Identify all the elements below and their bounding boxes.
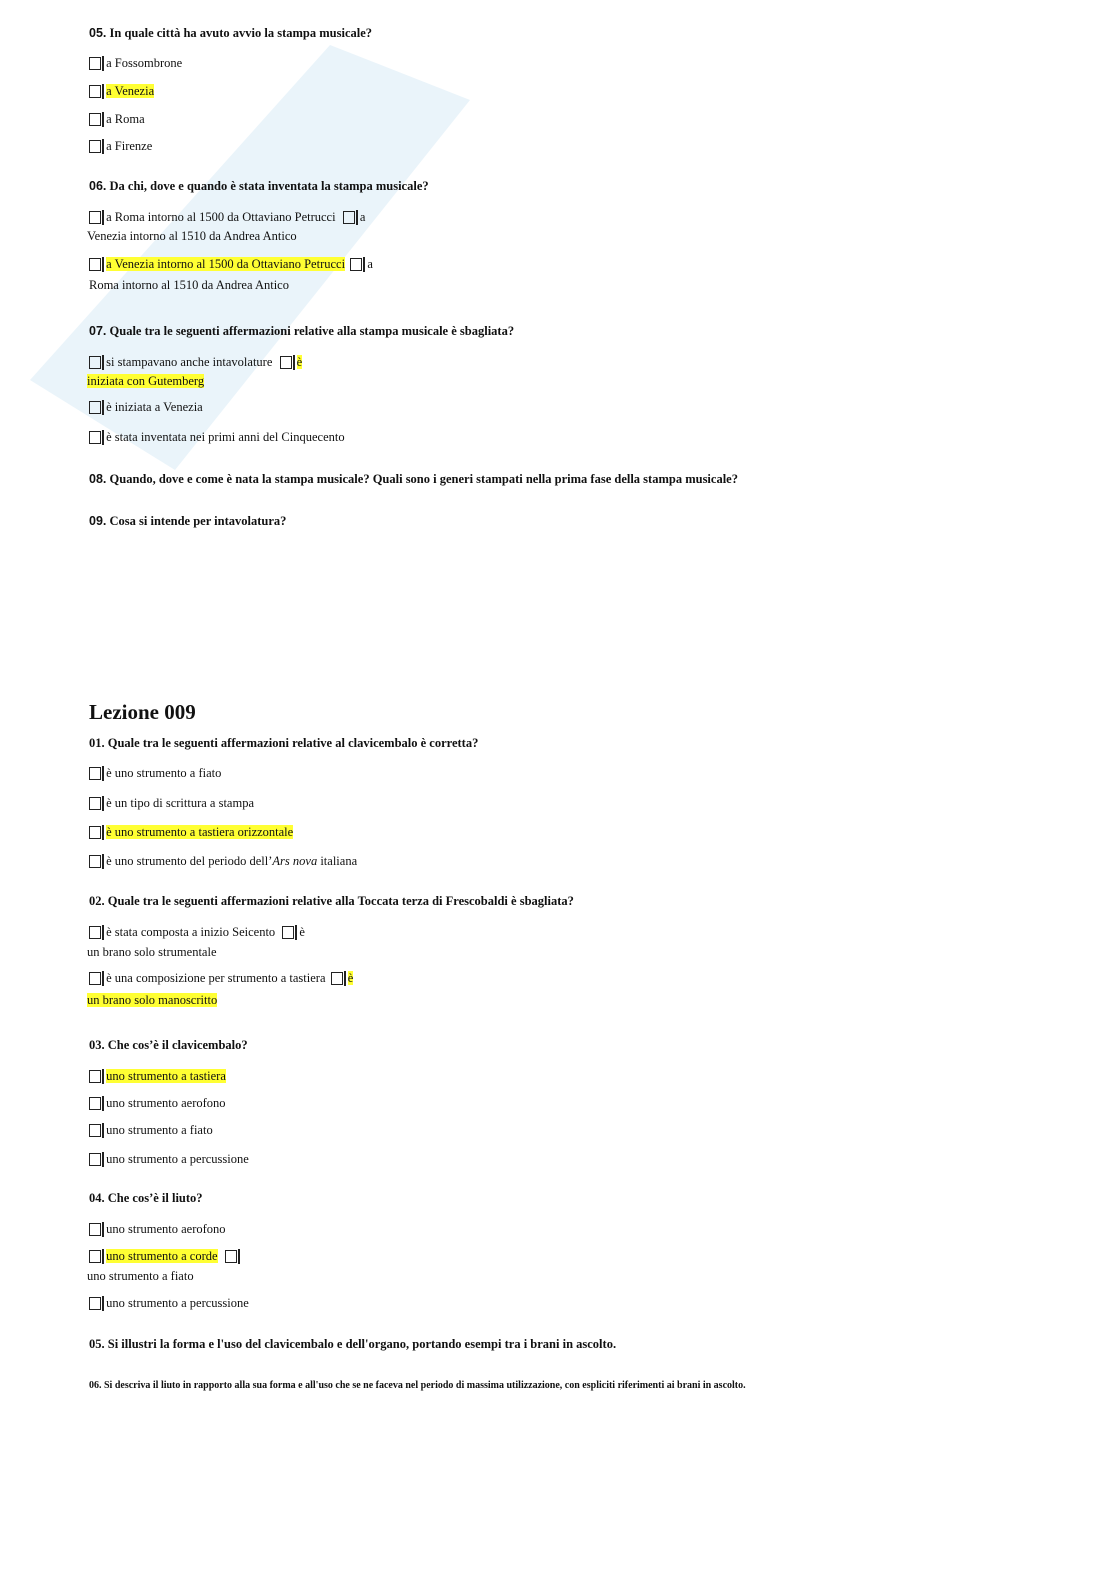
option-text-highlighted: iniziata con Gutemberg [87, 374, 205, 388]
option-item[interactable] [89, 138, 152, 154]
option-text: è una composizione per strumento a tastiera [106, 971, 326, 985]
option-text: è stata composta a inizio Seicento [106, 925, 276, 939]
checkbox[interactable] [89, 431, 101, 444]
checkbox[interactable] [89, 1297, 101, 1310]
option-text-highlighted: è [347, 971, 354, 985]
option-text: è un tipo di scrittura a stampa [106, 796, 255, 810]
checkbox[interactable] [89, 826, 101, 839]
option-text: uno strumento a fiato [87, 1269, 194, 1283]
option-item[interactable] [89, 83, 154, 99]
option-item[interactable] [89, 209, 365, 225]
option-item[interactable] [89, 765, 221, 781]
option-text-italic: Ars nova [272, 854, 318, 868]
question-text: Quale tra le seguenti affermazioni relative alla Toccata terza di Frescobaldi è sbagliata? [107, 894, 574, 908]
question-text: In quale città ha avuto avvio la stampa musicale? [109, 26, 373, 40]
checkbox[interactable] [331, 972, 343, 985]
option-continuation [87, 1268, 194, 1284]
option-text: è uno strumento del periodo dell’ [106, 854, 273, 868]
question-number: 05. [89, 26, 107, 40]
option-text-highlighted: è uno strumento a tastiera orizzontale [106, 825, 294, 839]
option-item[interactable] [89, 1248, 239, 1264]
question-06 [89, 179, 429, 194]
checkbox[interactable] [89, 1124, 101, 1137]
question-01 [89, 736, 478, 751]
checkbox[interactable] [89, 767, 101, 780]
option-text: a Firenze [106, 139, 153, 153]
option-item[interactable] [89, 795, 254, 811]
checkbox[interactable] [343, 211, 355, 224]
question-text: Che cos’è il liuto? [107, 1191, 203, 1205]
option-text: Venezia intorno al 1510 da Andrea Antico [87, 229, 297, 243]
checkbox[interactable] [89, 926, 101, 939]
option-item[interactable] [89, 824, 293, 840]
option-text-highlighted: un brano solo manoscritto [87, 993, 218, 1007]
question-number: 09. [89, 514, 107, 528]
question-number: 02. [89, 894, 105, 908]
option-continuation [87, 228, 297, 244]
option-item[interactable] [89, 399, 203, 415]
question-02 [89, 894, 574, 909]
checkbox[interactable] [225, 1250, 237, 1263]
checkbox[interactable] [350, 258, 362, 271]
question-08 [89, 472, 738, 487]
checkbox[interactable] [89, 140, 101, 153]
option-text-highlighted: a Venezia [106, 84, 155, 98]
option-text: è [299, 925, 305, 939]
checkbox[interactable] [89, 1250, 101, 1263]
option-continuation [87, 944, 217, 960]
question-number: 01. [89, 736, 105, 750]
checkbox[interactable] [282, 926, 294, 939]
option-continuation [89, 277, 289, 293]
option-text: uno strumento a percussione [106, 1296, 249, 1310]
option-text: a Roma intorno al 1500 da Ottaviano Petrucci [106, 210, 336, 224]
checkbox[interactable] [89, 57, 101, 70]
checkbox[interactable] [89, 797, 101, 810]
question-05 [89, 26, 372, 41]
option-item[interactable] [89, 1151, 249, 1167]
checkbox[interactable] [89, 113, 101, 126]
question-text: Quale tra le seguenti affermazioni relative al clavicembalo è corretta? [107, 736, 479, 750]
option-item[interactable] [89, 970, 353, 986]
question-number: 07. [89, 324, 107, 338]
option-text: a [367, 257, 373, 271]
checkbox[interactable] [280, 356, 292, 369]
question-number: 05. [89, 1337, 105, 1351]
question-number: 06. [89, 1380, 102, 1391]
question-04 [89, 1191, 203, 1206]
option-text: italiana [317, 854, 358, 868]
checkbox[interactable] [89, 1097, 101, 1110]
option-text: uno strumento aerofono [106, 1222, 226, 1236]
question-number: 03. [89, 1038, 105, 1052]
option-text-highlighted: uno strumento a tastiera [106, 1069, 226, 1083]
checkbox[interactable] [89, 211, 101, 224]
option-item[interactable] [89, 853, 357, 869]
option-text: è stata inventata nei primi anni del Cinquecento [106, 430, 345, 444]
option-continuation [87, 992, 217, 1008]
checkbox[interactable] [89, 1070, 101, 1083]
checkbox[interactable] [89, 855, 101, 868]
option-text: si stampavano anche intavolature [106, 355, 273, 369]
option-item[interactable] [89, 1068, 226, 1084]
question-text: Si illustri la forma e l'uso del clavicembalo e dell'organo, portando esempi tra i brani in ascolto. [107, 1337, 617, 1351]
question-text: Cosa si intende per intavolatura? [109, 514, 287, 528]
option-item[interactable] [89, 1095, 226, 1111]
option-item[interactable] [89, 1295, 249, 1311]
question-text: Si descriva il liuto in rapporto alla sua forma e all'uso che se ne faceva nel periodo di massima utilizzazione, con espliciti riferimenti ai brani in ascolto. [104, 1380, 746, 1391]
option-text: Roma intorno al 1510 da Andrea Antico [89, 278, 289, 292]
question-text: Che cos’è il clavicembalo? [107, 1038, 248, 1052]
question-09 [89, 514, 286, 529]
question-05-open [89, 1337, 616, 1352]
question-text: Da chi, dove e quando è stata inventata la stampa musicale? [109, 179, 429, 193]
option-text: uno strumento aerofono [106, 1096, 226, 1110]
option-text-highlighted: a Venezia intorno al 1500 da Ottaviano Petrucci [106, 257, 346, 271]
checkbox[interactable] [89, 1153, 101, 1166]
option-item[interactable] [89, 429, 345, 445]
question-03 [89, 1038, 248, 1053]
lesson-heading: Lezione 009 [89, 700, 196, 724]
option-item[interactable] [89, 256, 373, 272]
option-text-highlighted: è [296, 355, 303, 369]
option-text: uno strumento a percussione [106, 1152, 249, 1166]
option-continuation [87, 373, 204, 389]
question-number: 06. [89, 179, 107, 193]
question-07 [89, 324, 514, 339]
option-item[interactable] [89, 111, 145, 127]
checkbox[interactable] [89, 356, 101, 369]
option-item[interactable] [89, 924, 305, 940]
option-text: a [359, 210, 366, 224]
question-number: 04. [89, 1191, 105, 1205]
checkbox[interactable] [89, 401, 101, 414]
question-06-open [89, 1380, 746, 1391]
question-number: 08. [89, 472, 107, 486]
option-text: un brano solo strumentale [87, 945, 217, 959]
option-text: a Fossombrone [106, 56, 183, 70]
option-item[interactable] [89, 1122, 213, 1138]
question-text: Quando, dove e come è nata la stampa musicale? Quali sono i generi stampati nella prima fase della stampa musicale? [109, 472, 738, 486]
option-item[interactable] [89, 55, 182, 71]
option-text: uno strumento a fiato [106, 1123, 213, 1137]
option-item[interactable] [89, 1221, 226, 1237]
question-text: Quale tra le seguenti affermazioni relative alla stampa musicale è sbagliata? [109, 324, 515, 338]
option-item[interactable] [89, 354, 302, 370]
checkbox[interactable] [89, 1223, 101, 1236]
checkbox[interactable] [89, 85, 101, 98]
checkbox[interactable] [89, 972, 101, 985]
option-text: a Roma [106, 112, 145, 126]
checkbox[interactable] [89, 258, 101, 271]
option-text-highlighted: uno strumento a corde [106, 1249, 218, 1263]
option-text: è uno strumento a fiato [106, 766, 222, 780]
option-text: è iniziata a Venezia [106, 400, 203, 414]
